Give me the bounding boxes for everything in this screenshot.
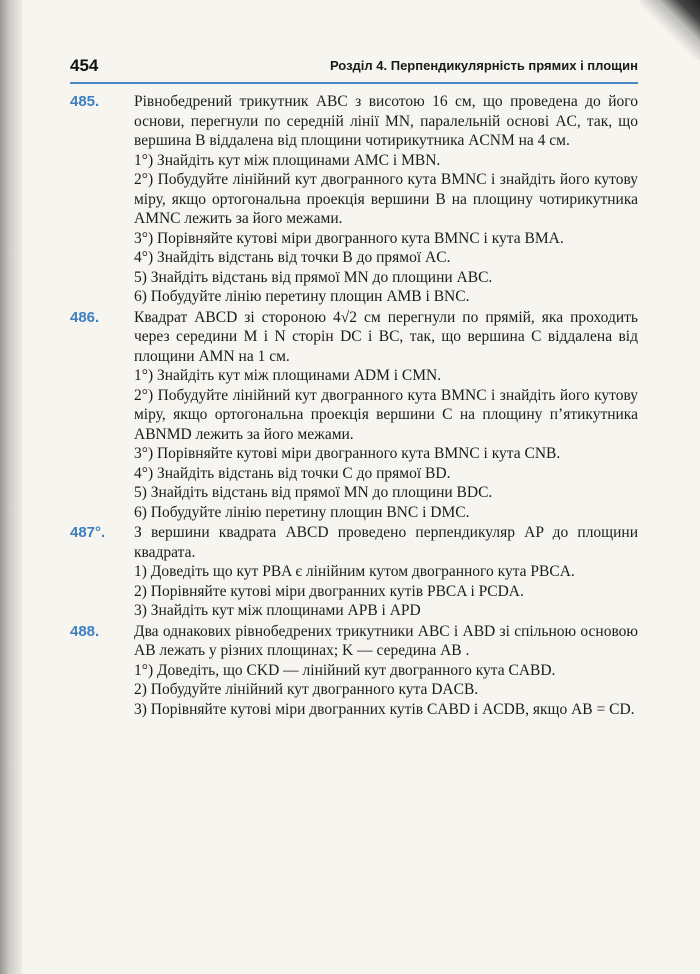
page-number: 454 bbox=[70, 56, 99, 75]
problem-item: 1°) Знайдіть кут між площинами ADM і CMN. bbox=[134, 367, 442, 384]
book-binding bbox=[0, 0, 22, 974]
problem-item: 2) Побудуйте лінійний кут двогранного кута DACB. bbox=[134, 681, 479, 698]
problem-item: 6) Побудуйте лінію перетину площин AMB і BNC. bbox=[134, 288, 470, 305]
problem-486 bbox=[70, 308, 638, 523]
problem-item: 5) Знайдіть відстань від прямої MN до площини BDC. bbox=[134, 484, 493, 501]
problem-number: 486. bbox=[70, 308, 100, 326]
problem-number: 488. bbox=[70, 622, 100, 640]
problem-statement: Рівнобедрений трикутник ABC з висотою 16 см, що проведена до його основи, перегнули по середній лінії MN, паралельній основі AC, так, що вершина B віддалена від площини чотирикутника ACNM на 4 см. bbox=[134, 93, 638, 149]
problem-487 bbox=[70, 523, 638, 621]
problem-item: 1) Доведіть що кут PBA є лінійним кутом двогранного кута PBCA. bbox=[134, 563, 575, 580]
problem-item: 3°) Порівняйте кутові міри двогранного кута BMNC і кута BMA. bbox=[134, 229, 564, 247]
problem-item: 2°) Побудуйте лінійний кут двогранного кута BMNC і знайдіть його кутову міру, якщо ортогональна проекція вершини C на площину п’ятикутника ABNMD лежить за його межами. bbox=[134, 386, 638, 443]
problem-item: 6) Побудуйте лінію перетину площин BNC і DMC. bbox=[134, 503, 470, 521]
problem-number: 487°. bbox=[70, 524, 106, 541]
problem-item: 4°) Знайдіть відстань від точки C до прямої BD. bbox=[134, 464, 451, 482]
problem-item: 4°) Знайдіть відстань від точки B до прямої AC. bbox=[134, 249, 451, 266]
problem-statement: Два однакових рівнобедрених трикутники ABC і ABD зі спільною основою AB лежать у різних площинах; K — середина AB . bbox=[134, 622, 638, 659]
problem-item: 1°) Доведіть, що CKD — лінійний кут двогранного кута CABD. bbox=[134, 661, 556, 679]
problem-item: 2°) Побудуйте лінійний кут двогранного кута BMNC і знайдіть його кутову міру, якщо ортогональна проекція вершини B на площину чотирикутника AMNC лежить за його межами. bbox=[134, 171, 638, 227]
page-content bbox=[70, 92, 638, 720]
problem-item: 3) Знайдіть кут між площинами APB і APD bbox=[134, 602, 421, 619]
problem-statement: Квадрат ABCD зі стороною 4√2 см перегнули по прямій, яка проходить через середини M і N сторін DC і BC, так, що вершина C віддалена від площини AMN на 1 см. bbox=[134, 308, 638, 365]
problem-item: 3) Порівняйте кутові міри двогранних кутів CABD і ACDB, якщо AB = CD. bbox=[134, 700, 635, 718]
page-header bbox=[70, 50, 638, 84]
problem-item: 3°) Порівняйте кутові міри двогранного кута BMNC і кута CNB. bbox=[134, 445, 561, 462]
corner-shadow bbox=[640, 0, 700, 60]
chapter-title: Розділ 4. Перпендикулярність прямих і площин bbox=[329, 58, 638, 73]
problem-488 bbox=[70, 622, 638, 720]
problem-item: 5) Знайдіть відстань від прямої MN до площини ABC. bbox=[134, 268, 493, 286]
problem-statement: З вершини квадрата ABCD проведено перпендикуляр AP до площини квадрата. bbox=[134, 524, 638, 561]
problem-number: 485. bbox=[70, 93, 100, 110]
problem-item: 2) Порівняйте кутові міри двогранних кутів PBCA і PCDA. bbox=[134, 582, 524, 600]
problem-485 bbox=[70, 92, 638, 307]
problem-item: 1°) Знайдіть кут між площинами AMC і MBN. bbox=[134, 151, 441, 169]
